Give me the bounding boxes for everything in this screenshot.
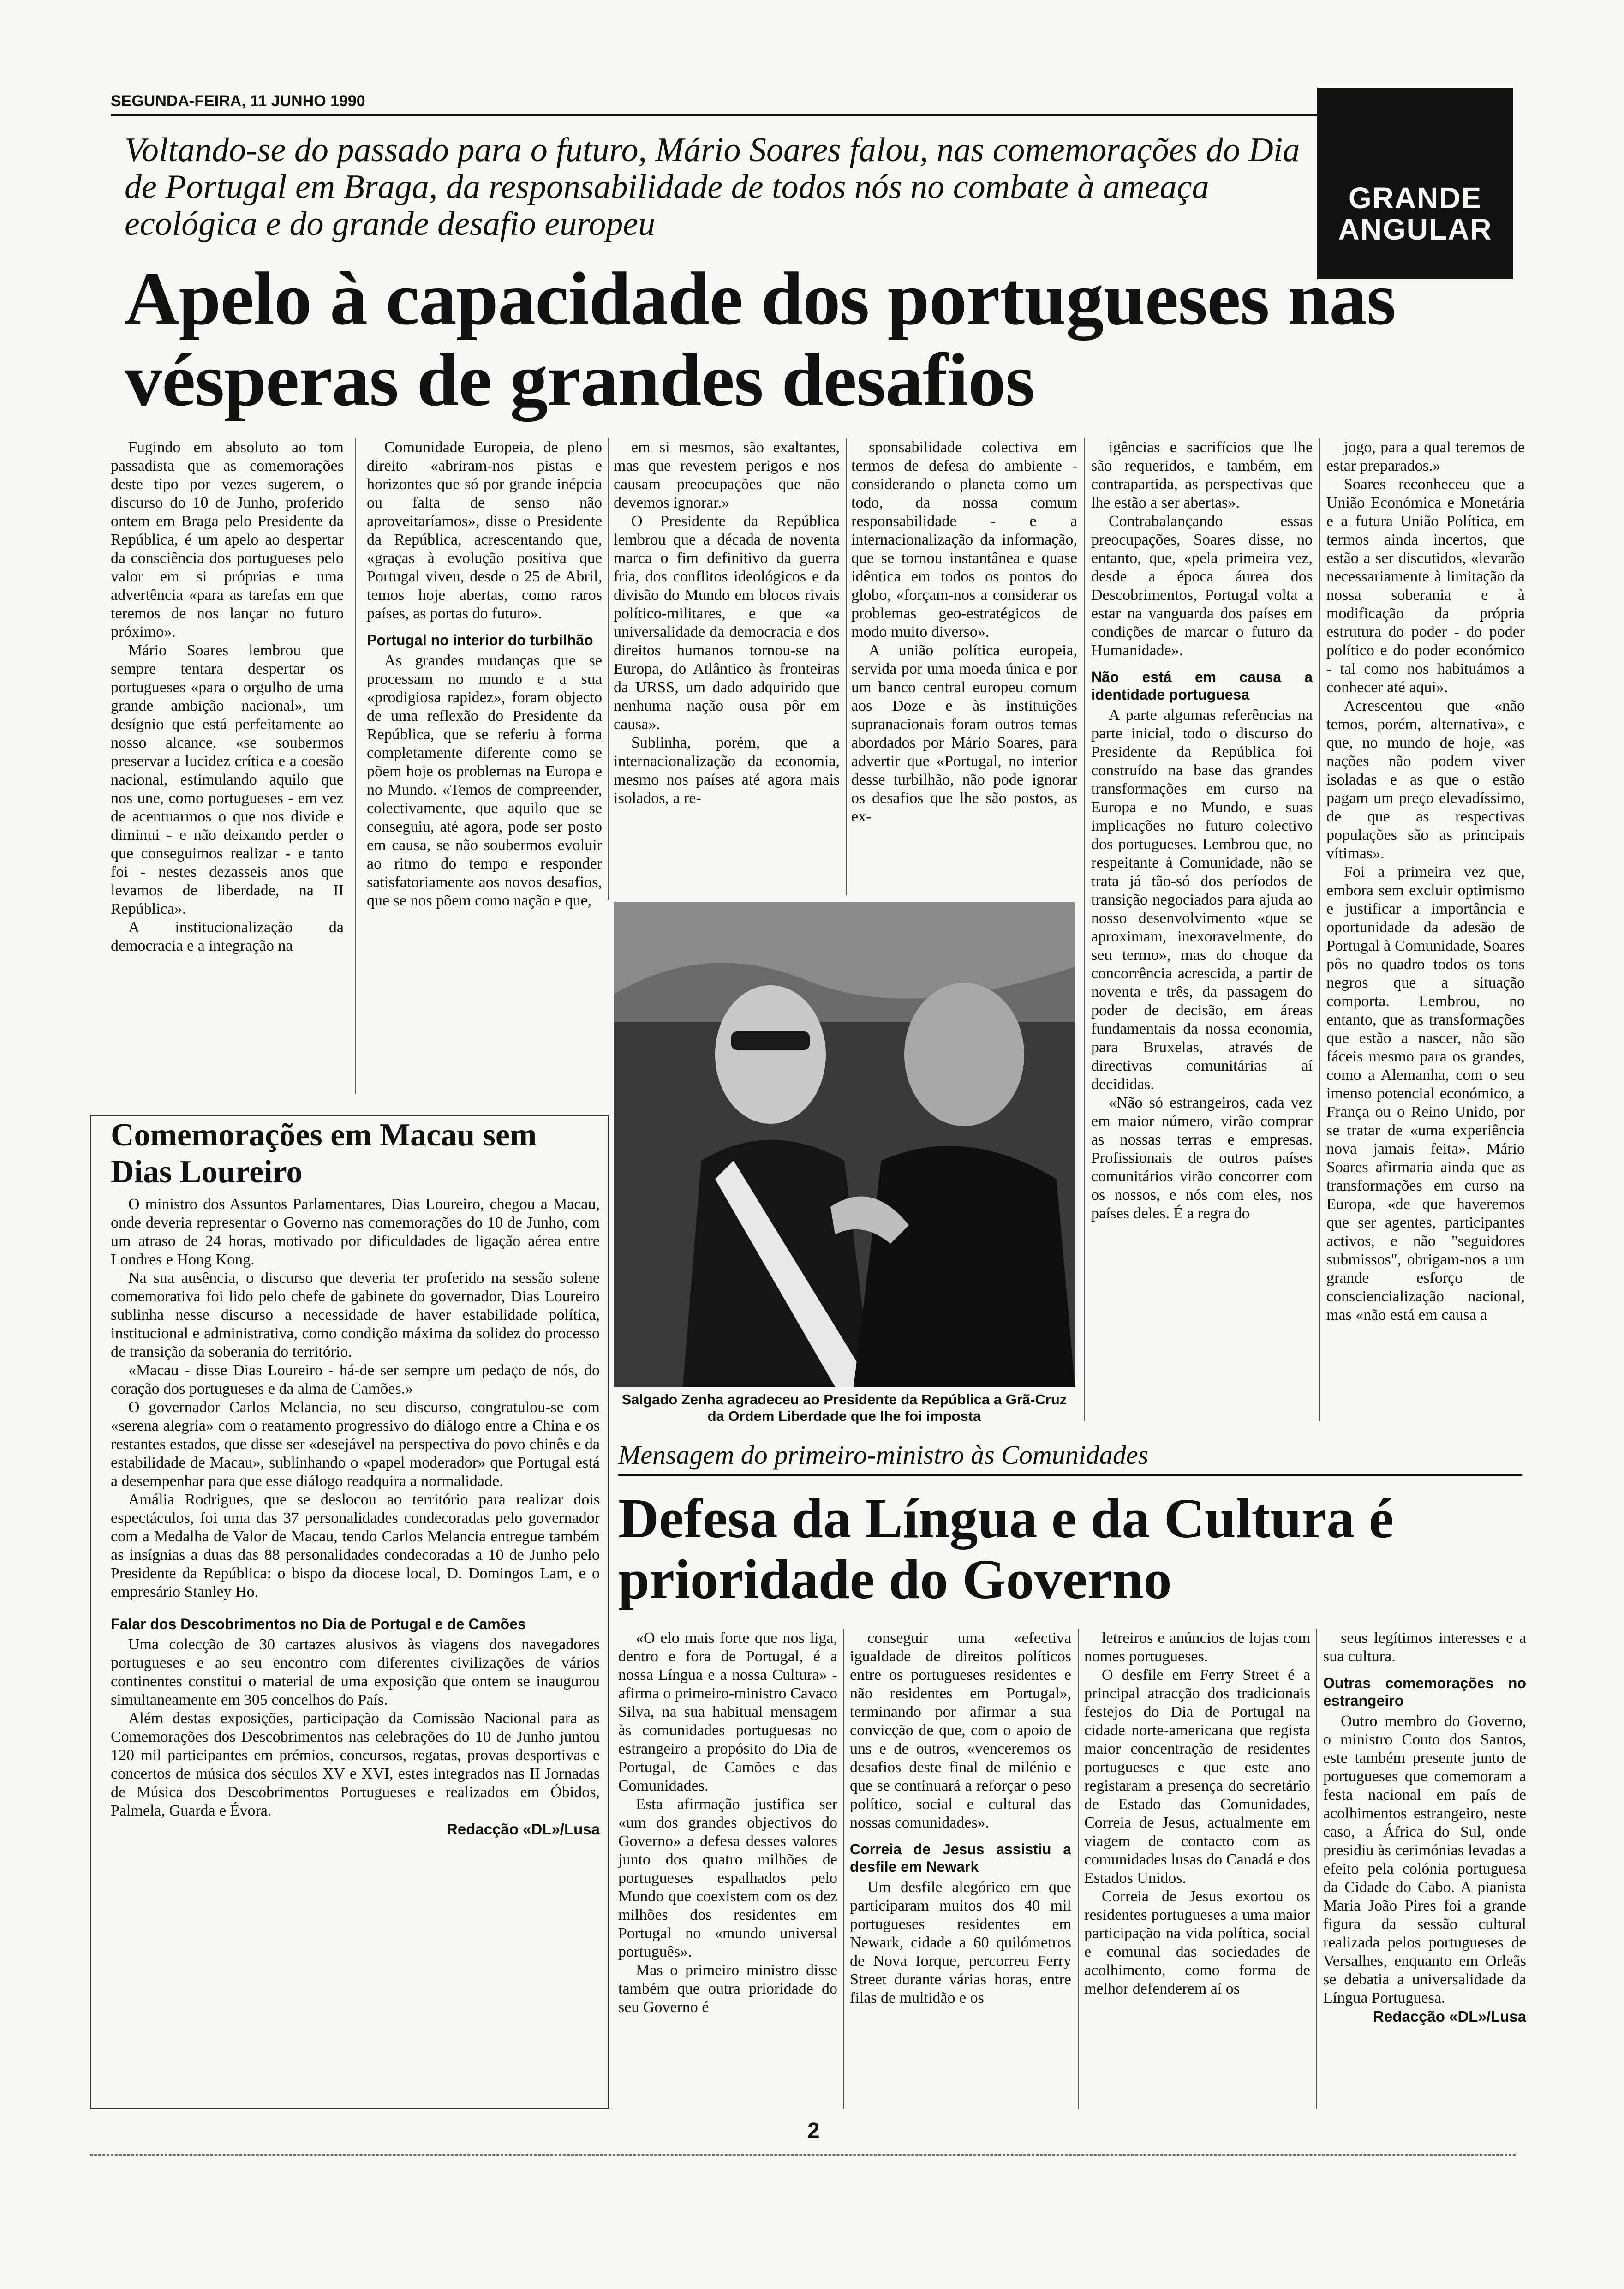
section-rule [618,1474,1522,1476]
paragraph: Esta afirmação justifica ser «um dos grandes objectivos do Governo» a defesa desses valores junto dos quatro milhões de portugueses espalhados pelo Mundo que coexistem com os dez milhões dos residentes em Portugal no «mundo universal português». [618,1796,837,1960]
paragraph: O ministro dos Assuntos Parlamentares, Dias Loureiro, chegou a Macau, onde deveria representar o Governo nas comemorações do 10 de Junho, com um atraso de 24 horas, motivado por dificuldades de ligação aérea entre Londres e Hong Kong. [111,1196,600,1268]
macau-box-body [111,1195,600,2095]
paragraph: em si mesmos, são exaltantes, mas que revestem perigos e nos causam preocupações que não devemos ignorar.» [614,439,840,511]
macau-box-title: Comemorações em Macau sem Dias Loureiro [111,1117,537,1190]
subhead: Falar dos Descobrimentos no Dia de Portugal e de Camões [111,1616,526,1632]
main-col-5 [1091,438,1313,1421]
second-kicker: Mensagem do primeiro-ministro às Comunidades [618,1440,1149,1470]
column-rule [608,438,609,900]
paragraph: sponsabilidade colectiva em termos de defesa do ambiente - considerando o planeta como um todo, da nossa comum responsabilidade - e a internacionalização da informação, que se tornou instantânea e quase idêntica em todos os pontos do globo, «forçam-nos a considerar os problemas geo-estratégicos de modo muito diverso». [851,439,1077,641]
second-col-1 [618,1629,837,2118]
column-rule [1316,1629,1317,2109]
bottom-rule [90,2154,1516,2157]
photo-caption: Salgado Zenha agradeceu ao Presidente da República a Grã-Cruz da Ordem Liberdade que lhe foi imposta [621,1391,1067,1424]
paragraph: seus legítimos interesses e a sua cultura. [1323,1630,1526,1665]
paragraph: Comunidade Europeia, de pleno direito «abriram-nos pistas e horizontes que só por grande inépcia ou falta de senso não aproveitaríamos», disse o Presidente da República, acrescentando que, «graças à evolução positiva que Portugal viveu, desde o 25 de Abril, temos hoje abertas, como raros países, as portas do futuro». [367,439,602,622]
column-rule [846,438,847,895]
paragraph: O Presidente da República lembrou que a década de noventa marca o fim definitivo da guerra fria, dos conflitos ideológicos e da divisão do Mundo em blocos rivais político-militares, e que «a universalidade da democracia e dos direitos humanos tornou-se na Europa, do Atlântico às fronteiras da URSS, um dado adquirido que nenhuma nação ousa pôr em causa». [614,513,840,733]
subhead: Correia de Jesus assistiu a desfile em Newark [850,1841,1071,1875]
second-col-4 [1323,1629,1526,2118]
main-col-1 [111,438,344,1103]
top-rule [111,114,1320,116]
page-number: 2 [807,2119,820,2143]
paragraph: Mas o primeiro ministro disse também que outra prioridade do seu Governo é [618,1962,837,2016]
main-col-6 [1326,438,1525,1421]
paragraph: A institucionalização da democracia e a integração na [111,919,344,954]
issue-date: SEGUNDA-FEIRA, 11 JUNHO 1990 [111,92,365,110]
paragraph: A união política europeia, servida por uma moeda única e por um banco central europeu comum aos Doze e às instituições supranacionais foram outros temas abordados por Mário Soares, para advertir que «Portugal, no interior desse turbilhão, não pode ignorar os desafios que lhe são postos, as ex- [851,642,1077,825]
paragraph: Amália Rodrigues, que se deslocou ao território para realizar dois espectáculos, foi uma das 37 personalidades condecoradas pelo governador com a Medalha de Valor de Macau, tendo Carlos Melancia entregue também as insígnias a duas das 88 personalidades condecoradas a 10 de Junho pelo Presidente da República: o bispo da diocese local, D. Domingos Lam, e o empresário Stanley Ho. [111,1491,600,1600]
paragraph: O desfile em Ferry Street é a principal atracção dos tradicionais festejos do Dia de Portugal na cidade norte-americana que regista maior concentração de residentes portugueses e que este ano registaram a presença do secretário de Estado das Comunidades, Correia de Jesus, actualmente em viagem de contacto com as comunidades lusas do Canadá e dos Estados Unidos. [1084,1666,1310,1887]
second-headline: Defesa da Língua e da Cultura é prioridade do Governo [618,1487,1394,1611]
paragraph: Mário Soares lembrou que sempre tentara despertar os portugueses «para o orgulho de uma grande ambição nacional», um desígnio que está perfeitamente ao nosso alcance, «se soubermos preservar a lucidez crítica e a coesão nacional, estimulando aquilo que nos une, como portugueses - em vez de acentuarmos o que nos divide e diminui - e não deixando perder o que conseguimos realizar - e tanto foi - nestes dezasseis anos que levamos de liberdade, na II República». [111,642,344,917]
subhead: Portugal no interior do turbilhão [367,632,593,648]
subhead: Não está em causa a identidade portuguesa [1091,669,1313,703]
paragraph: Uma colecção de 30 cartazes alusivos às viagens dos navegadores portugueses e ao seu encontro com diferentes civilizações de vários continentes constitui o material de uma exposição que ontem se inaugurou simultaneamente em 305 concelhos do País. [111,1636,600,1708]
column-rule [1078,1629,1079,2109]
photo-image [614,902,1075,1387]
paragraph: jogo, para a qual teremos de estar preparados.» [1326,439,1525,474]
main-kicker: Voltando-se do passado para o futuro, Mário Soares falou, nas comemorações do Dia de Portugal em Braga, da responsabilidade de todos nós no combate à ameaça ecológica e do grande desafio europeu [125,131,1300,243]
signature: Redacção «DL»/Lusa [1373,2008,1526,2025]
paragraph: Outro membro do Governo, o ministro Couto dos Santos, este também presente junto de portugueses que comemoram a festa nacional em país de acolhimentos estrangeiro, neste caso, a África do Sul, onde presidiu às cerimónias levadas a efeito pela colónia portuguesa da Cidade do Cabo. A pianista Maria João Pires foi a grande figura da sessão cultural realizada pelos portugueses de Versalhes, enquanto em Orleãs se debatia a universalidade da Língua Portuguesa. [1323,1713,1526,2007]
paragraph: «Não só estrangeiros, cada vez em maior número, virão comprar as nossas terras e empresas. Profissionais de outros países comunitários virão concorrer com os nossos, e nós com eles, nos países deles. É a regra do [1091,1094,1313,1222]
paragraph: As grandes mudanças que se processam no mundo e a sua «prodigiosa rapidez», foram objecto de uma reflexão do Presidente da República, que se referiu à forma completamente diferente como se põem hoje os problemas na Europa e no Mundo. «Temos de compreender, colectivamente, que aquilo que se conseguiu, até agora, pode ser posto em causa, se não soubermos evoluir ao ritmo do tempo e responder satisfatoriamente aos novos desafios, que se nos põem como nação e que, [367,652,602,909]
paragraph: letreiros e anúncios de lojas com nomes portugueses. [1084,1630,1310,1665]
main-headline: Apelo à capacidade dos portugueses nas vésperas de grandes desafios [125,257,1396,422]
column-rule [355,438,356,1094]
subhead: Outras comemorações no estrangeiro [1323,1675,1526,1709]
paragraph: Sublinha, porém, que a internacionalização da economia, mesmo nos países até agora mais isolados, a re- [614,734,840,807]
column-rule [1084,438,1085,1421]
paragraph: Fugindo em absoluto ao tom passadista que as comemorações deste tipo por vezes sugerem, o discurso do 10 de Junho, proferido ontem em Braga pelo Presidente da República, é um apelo ao despertar da consciência dos portugueses pelo valor em si próprias e uma advertência «para as tarefas em que teremos de nos lançar no futuro próximo». [111,439,344,641]
main-col-2 [367,438,602,1103]
paragraph: Foi a primeira vez que, embora sem excluir optimismo e justificar a importância e oportunidade da adesão de Portugal à Comunidade, Soares pôs no quadro todos os tons negros que a situação comporta. Lembrou, no entanto, que as transformações que estão a nascer, não são fáceis mesmo para os grandes, como a Alemanha, com o seu imenso potencial económico, a França ou o Reino Unido, por se tratar de «uma experiência nova jamais feita». Mário Soares afirmaria ainda que as transformações em curso na Europa, «de que haveremos que ser agentes, participantes activos, e não "seguidores submissos", obrigam-nos a um grande esforço de consciencialização nacional, mas «não está em causa a [1326,863,1525,1324]
paragraph: Além destas exposições, participação da Comissão Nacional para as Comemorações dos Descobrimentos nas celebrações do 10 de Junho juntou 120 mil participantes em prémios, concursos, regatas, provas desportivas e concertos de música dos séculos XV e XVI, estes integrados nas II Jornadas de Música dos Descobrimentos Portugueses e realizados em Óbidos, Palmela, Guarda e Évora. [111,1710,600,1819]
paragraph: Acrescentou que «não temos, porém, alternativa», e que, no mundo de hoje, «as nações não podem viver isoladas e as que o estão pagam um preço elevadíssimo, de que as respectivas populações são as principais vítimas». [1326,697,1525,862]
main-col-4 [851,438,1077,895]
second-col-3 [1084,1629,1310,2118]
paragraph: conseguir uma «efectiva igualdade de direitos políticos entre os portugueses residentes e não residentes em Portugal», terminando por afirmar a sua convicção de que, com o apoio de uns e de outros, «venceremos os desafios deste final de milénio e que se continuará a reforçar o peso político, social e cultural das nossas comunidades». [850,1630,1071,1831]
news-photo [614,902,1075,1387]
paragraph: «Macau - disse Dias Loureiro - há-de ser sempre um pedaço de nós, do coração dos portugueses e da alma de Camões.» [111,1362,600,1397]
second-col-2 [850,1629,1071,2118]
paragraph: Na sua ausência, o discurso que deveria ter proferido na sessão solene comemorativa foi lido pelo chefe de gabinete do governador, Dias Loureiro sublinha nesse discurso a necessidade de haver estabilidade política, institucional e administrativa, como condição máxima da solidez do processo de transição da soberania do território. [111,1270,600,1360]
paragraph: igências e sacrifícios que lhe são requeridos, e também, em contrapartida, as perspectivas que lhe estão a ser abertas». [1091,439,1313,511]
paragraph: A parte algumas referências na parte inicial, todo o discurso do Presidente da República foi construído na base das grandes transformações em curso na Europa e no Mundo, e suas implicações no futuro colectivo dos portugueses. Lembrou que, no respeitante à Comunidade, não se trata já tão-só dos períodos de transição negociados para ajuda ao nosso desenvolvimento «que se aproximam, inexoravelmente, do seu termo», mas do choque da concorrência acrescida, a partir de noventa e três, da passagem do poder de decisão, em áreas fundamentais da nossa economia, para Bruxelas, através de directivas comunitárias aí decididas. [1091,707,1313,1093]
column-rule [843,1629,844,2109]
signature: Redacção «DL»/Lusa [447,1821,600,1838]
paragraph: «O elo mais forte que nos liga, dentro e fora de Portugal, é a nossa Língua e a nossa Cultura» - afirma o primeiro-ministro Cavaco Silva, na sua habitual mensagem às comunidades portuguesas no estrangeiro a propósito do Dia de Portugal, de Camões e das Comunidades. [618,1630,837,1794]
paragraph: Soares reconheceu que a União Económica e Monetária e a futura União Política, em termos ainda incertos, que estão a ser discutidos, «levarão necessariamente à limitação da nossa soberania e à modificação da própria estrutura do poder - do poder político e do poder económico - tal como nos habituámos a conhecer até aqui». [1326,476,1525,696]
paragraph: O governador Carlos Melancia, no seu discurso, congratulou-se com «serena alegria» com o reatamento progressivo do diálogo entre a China e os restantes estados, que disse ser «desejável na perspectiva do povo chinês e da estabilidade de Macau», sublinhando o «papel moderador» que Portugal está a desempenhar para que esse diálogo readquira a normalidade. [111,1399,600,1490]
section-badge-label: GRANDE ANGULAR [1338,181,1493,246]
paragraph: Correia de Jesus exortou os residentes portugueses a uma maior participação na vida política, social e comunal das sociedades de acolhimento, como forma de melhor defenderem aí os [1084,1888,1310,1997]
paragraph: Contrabalançando essas preocupações, Soares disse, no entanto, que, «pela primeira vez, desde a época áurea dos Descobrimentos, Portugal volta a estar na vanguarda dos países em condições de marcar o futuro da Humanidade». [1091,513,1313,659]
main-col-3 [614,438,840,895]
paragraph: Um desfile alegórico em que participaram muitos dos 40 mil portugueses residentes em Newark, cidade a 60 quilómetros de Nova Iorque, percorreu Ferry Street durante várias horas, entre filas de multidão e os [850,1879,1071,2007]
